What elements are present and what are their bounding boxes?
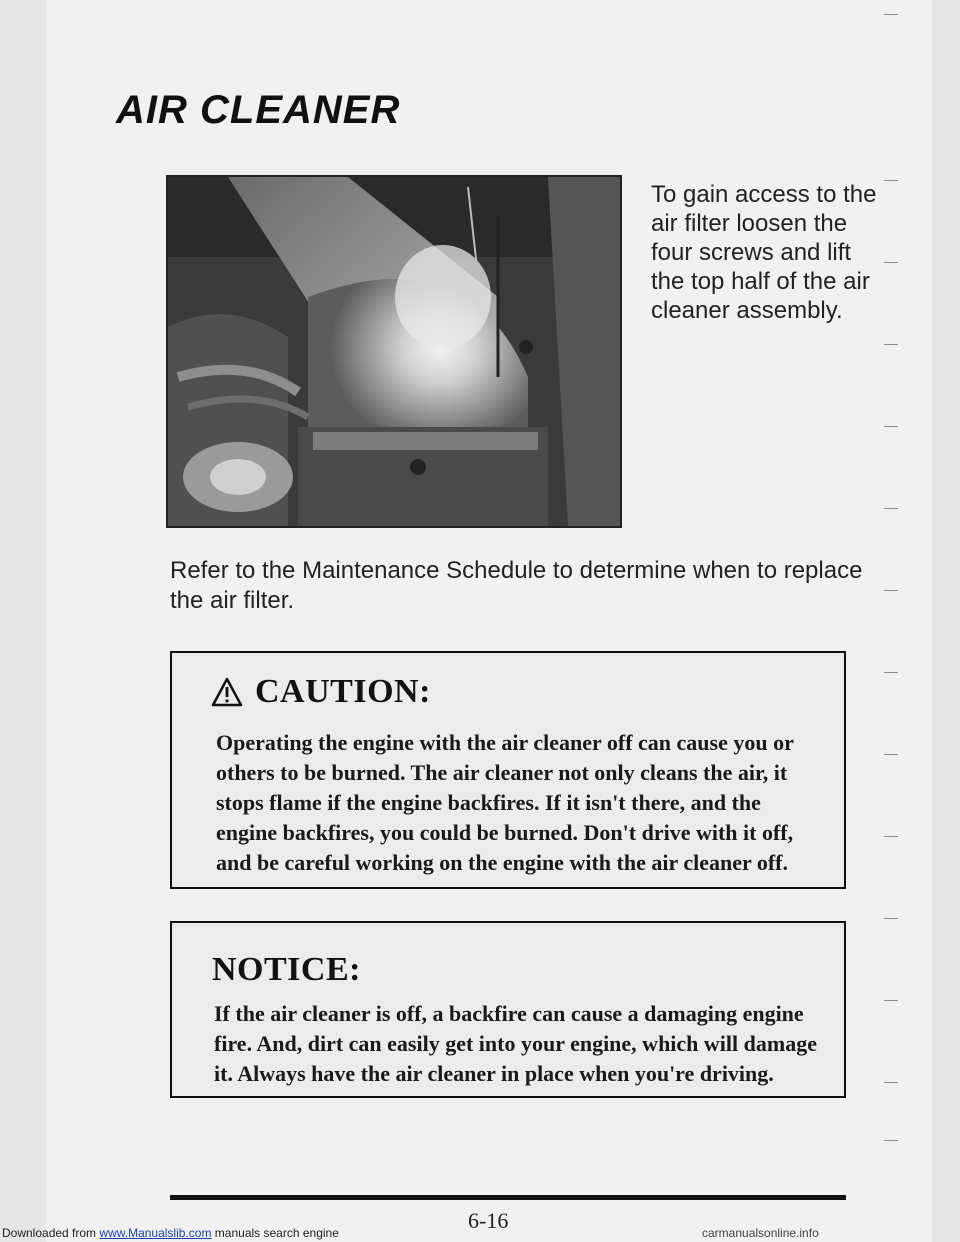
- caution-box: [170, 651, 846, 889]
- caution-heading: CAUTION:: [255, 673, 431, 710]
- download-prefix: Downloaded from: [2, 1226, 97, 1240]
- section-title: AIR CLEANER: [116, 88, 401, 132]
- notice-body: If the air cleaner is off, a backfire can cause a damaging engine fire. And, dirt can easily get into your engine, which will damage it. Always have the air cleaner in place when you're driving.: [214, 1001, 817, 1086]
- notice-heading: NOTICE:: [212, 951, 361, 988]
- caution-body: Operating the engine with the air cleaner off can cause you or others to be burned. The air cleaner not only cleans the air, it stops flame if the engine backfires. If it isn't there, and the engine backfires, you could be burned. Don't drive with it off, and be careful working on the engine with the air cleaner off.: [216, 730, 794, 875]
- footer-rule: [170, 1195, 846, 1200]
- notice-box: [170, 921, 846, 1098]
- download-suffix: manuals search engine: [214, 1226, 339, 1240]
- caution-header: [211, 673, 431, 711]
- warning-triangle-icon: [211, 677, 243, 707]
- manualslib-link[interactable]: www.Manualslib.com: [99, 1226, 212, 1240]
- maintenance-reference: Refer to the Maintenance Schedule to determine when to replace the air filter.: [170, 557, 863, 614]
- access-instructions: To gain access to the air filter loosen the four screws and lift the top half of the air cleaner assembly.: [651, 181, 877, 324]
- watermark: carmanualsonline.info: [702, 1226, 819, 1240]
- download-credit: [2, 1226, 339, 1240]
- air-cleaner-photo: [166, 175, 622, 528]
- page-number: 6-16: [468, 1208, 509, 1233]
- page-edge-marks: [878, 0, 918, 1242]
